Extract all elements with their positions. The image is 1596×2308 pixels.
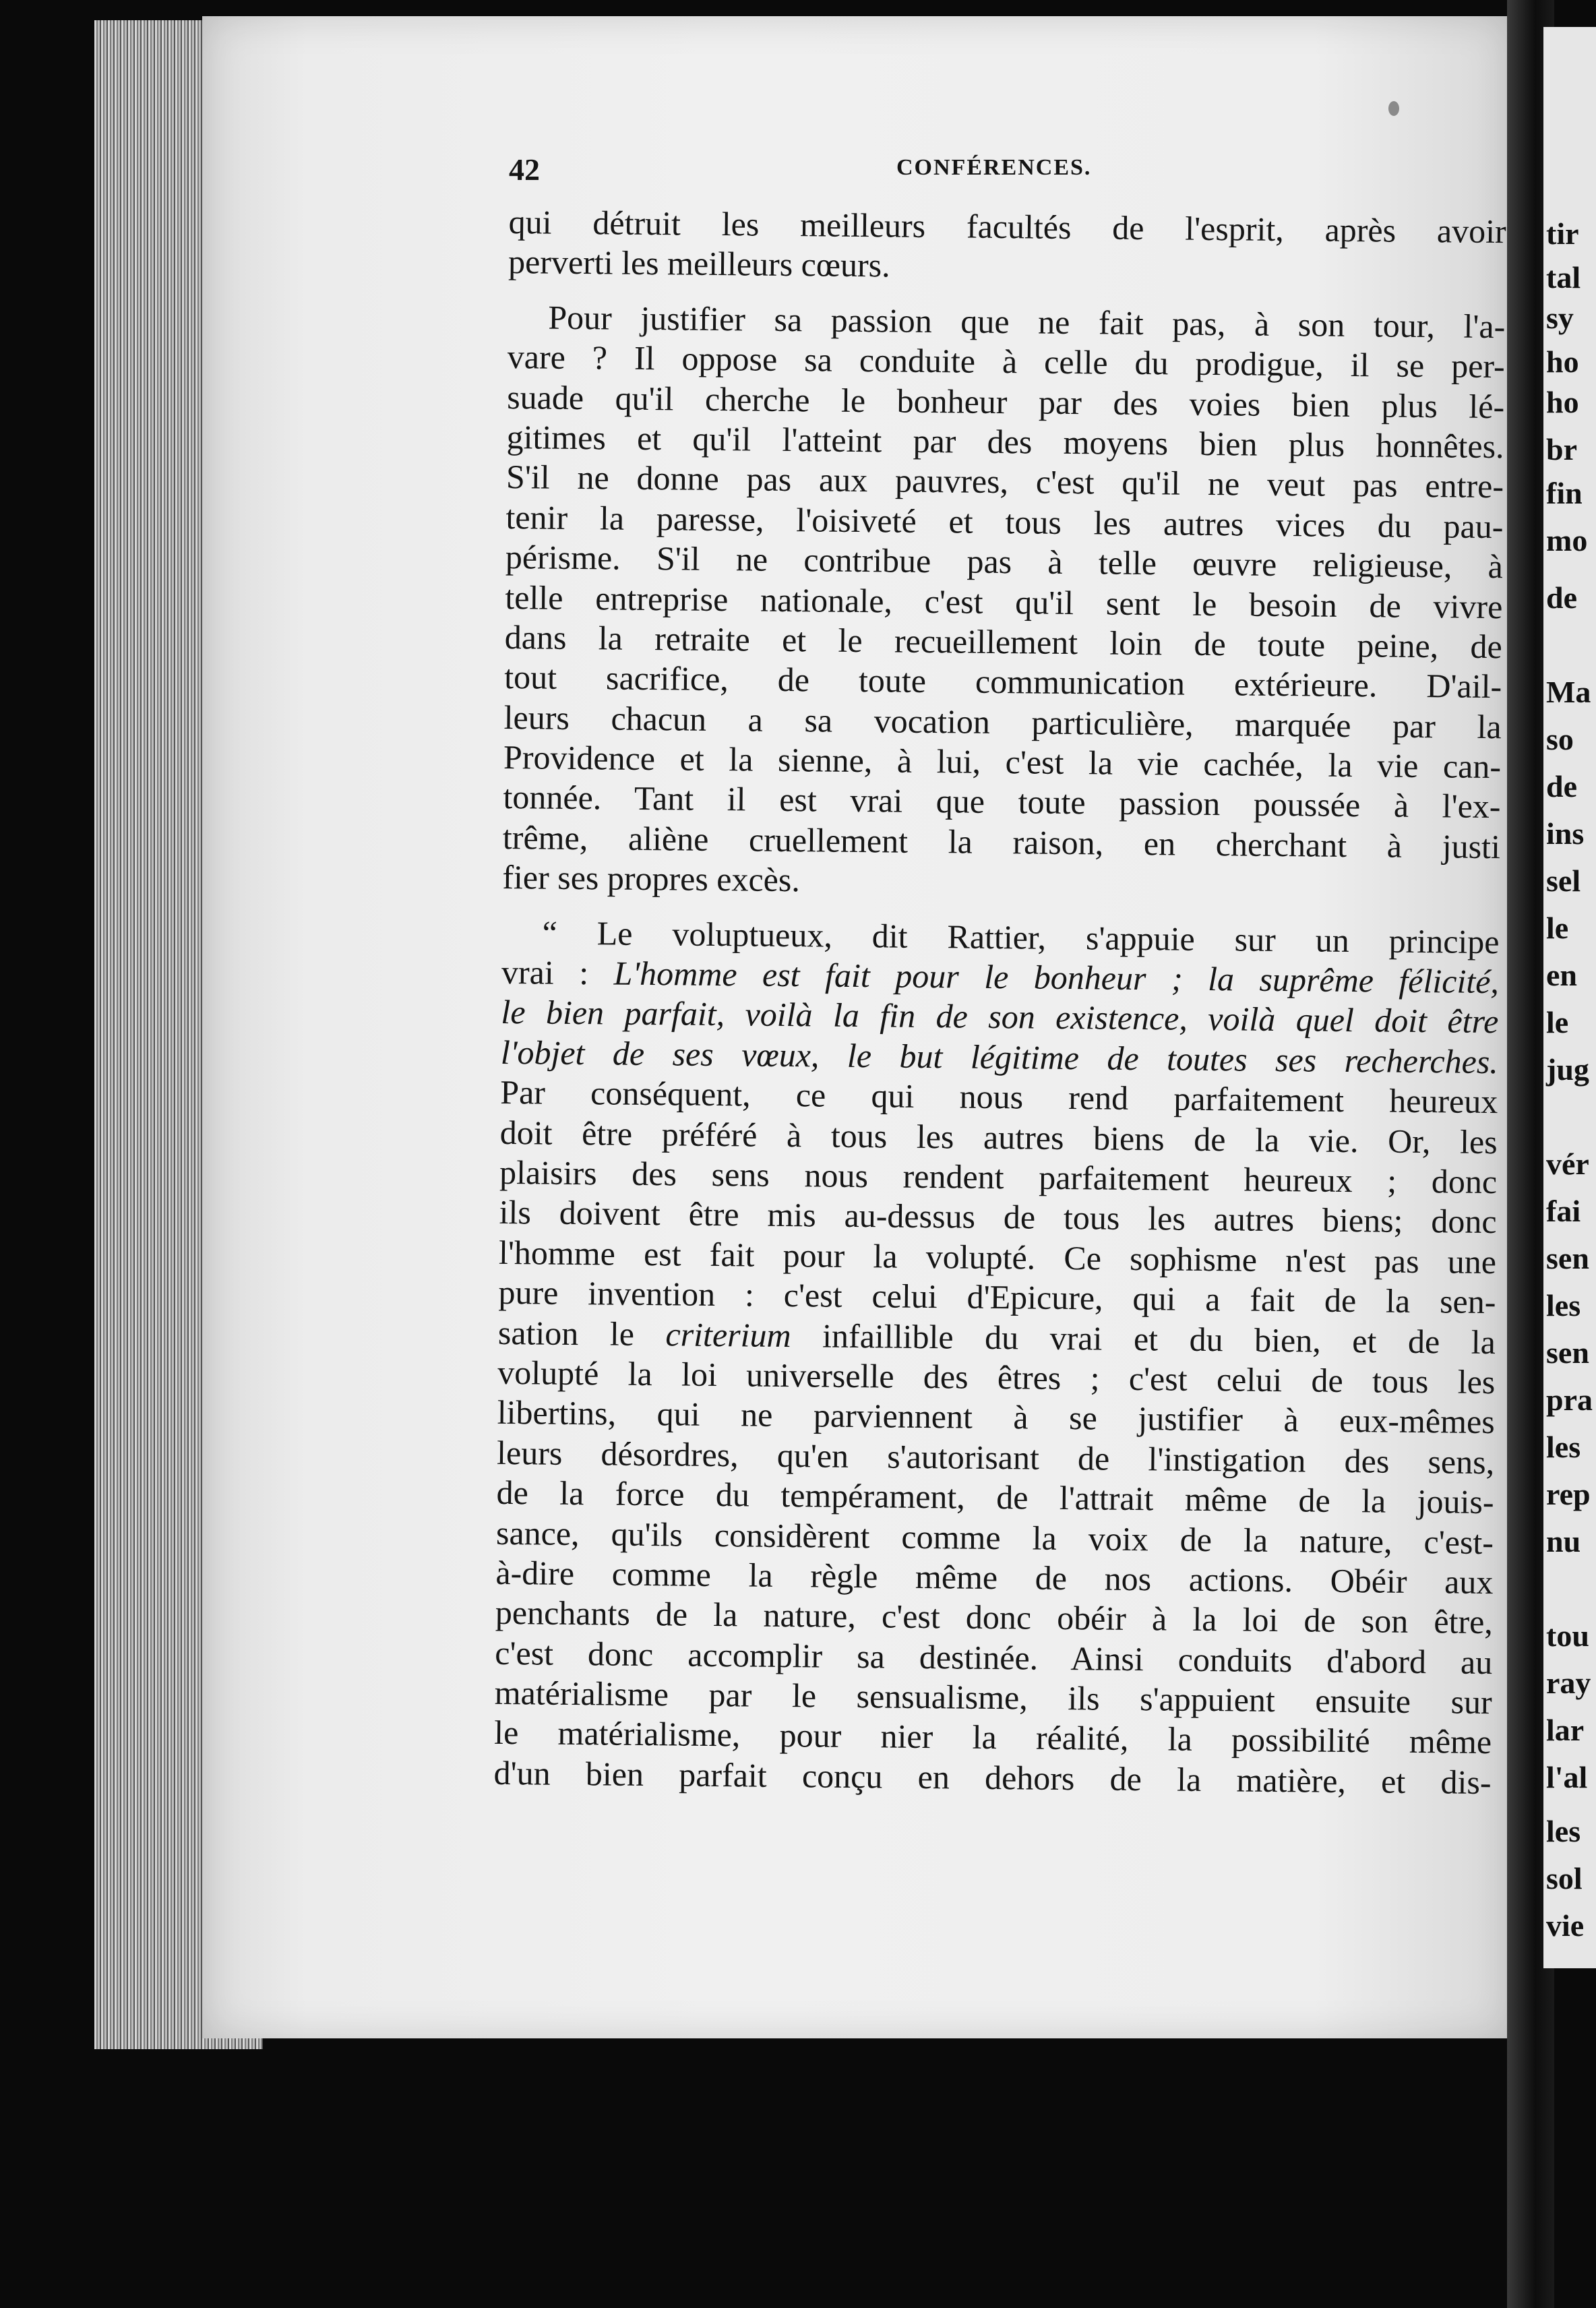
text-line: penchants de la nature, c'est donc obéir à la loi de son être, [495, 1593, 1494, 1641]
text-line: dans la retraite et le recueillement loin de toute peine, de [504, 617, 1503, 666]
text-line: qui détruit les meilleurs facultés de l'esprit, après avoir [508, 202, 1506, 251]
text-line: suade qu'il cherche le bonheur par des voies bien plus lé- [506, 377, 1505, 425]
facing-page-fragment: de [1546, 769, 1577, 803]
text-run: infaillible du vrai et du bien, et de la [791, 1316, 1496, 1361]
facing-page-fragment: sen [1546, 1241, 1589, 1275]
text-run: vrai : [501, 952, 614, 992]
text-line: ils doivent être mis au-dessus de tous les autres biens; donc [499, 1193, 1497, 1241]
facing-page-fragment: nu [1546, 1524, 1581, 1558]
facing-page-fragment: le [1546, 911, 1569, 945]
italic-run: criterium [665, 1314, 791, 1354]
text-line: fier ses propres excès. [502, 858, 801, 899]
facing-page-fragment: fin [1546, 476, 1583, 510]
facing-page-fragment: le [1546, 1005, 1569, 1039]
facing-page-fragment: fai [1546, 1194, 1581, 1228]
text-line: perverti les meilleurs cœurs. [508, 243, 890, 284]
facing-page-fragment: ray [1546, 1666, 1591, 1700]
italic-run: l'objet de ses vœux, le but légitime de toutes ses recherches. [500, 1033, 1499, 1081]
text-line: volupté la loi universelle des êtres ; c'est celui de tous les [497, 1353, 1496, 1401]
text-line: leurs désordres, qu'en s'autorisant de l'instigation des sens, [496, 1433, 1495, 1481]
facing-page-fragment: ho [1546, 344, 1579, 379]
text-line: S'il ne donne pas aux pauvres, c'est qu'il ne veut pas entre- [505, 458, 1504, 506]
italic-run: le bien parfait, voilà la fin de son existence, voilà quel doit être [501, 993, 1499, 1041]
facing-page-fragment: pra [1546, 1383, 1593, 1417]
text-line: telle entreprise nationale, c'est qu'il sent le besoin de vivre [505, 578, 1503, 626]
facing-page-fragment: ins [1546, 816, 1585, 851]
text-line: tenir la paresse, l'oisiveté et tous les autres vices du pau- [505, 497, 1504, 545]
text-line: libertins, qui ne parviennent à se justifier à eux-mêmes [497, 1393, 1495, 1441]
facing-page-fragment: lar [1546, 1713, 1585, 1747]
facing-page-fragment: rep [1546, 1477, 1591, 1511]
facing-page-fragment: tir [1546, 216, 1579, 251]
facing-page-fragment: l'al [1546, 1760, 1588, 1794]
facing-page-fragment: mo [1546, 523, 1588, 557]
facing-page-fragment: sel [1546, 863, 1581, 898]
facing-page-fragment: sol [1546, 1861, 1583, 1895]
facing-page-fragment: sen [1546, 1335, 1589, 1370]
facing-page-fragment: de [1546, 580, 1577, 615]
text-line: leurs chacun a sa vocation particulière, marquée par la [503, 698, 1502, 746]
ink-spot [1388, 101, 1399, 116]
facing-page-fragment: les [1546, 1814, 1581, 1848]
body-text [493, 202, 1506, 1802]
facing-page-fragment: vér [1546, 1147, 1589, 1181]
text-line: vare ? Il oppose sa conduite à celle du prodigue, il se per- [507, 338, 1506, 386]
text-line: à-dire comme la règle même de nos actions. Obéir aux [495, 1553, 1494, 1602]
text-line: pure invention : c'est celui d'Epicure, qui a fait de la sen- [498, 1273, 1496, 1321]
text-line: gitimes et qu'il l'atteint par des moyens bien plus honnêtes. [506, 417, 1504, 466]
facing-page-fragment: sy [1546, 301, 1574, 335]
text-line: le matérialisme, pour nier la réalité, la possibilité même [493, 1713, 1492, 1761]
facing-page-fragment: les [1546, 1288, 1581, 1323]
text-line: doit être préféré à tous les autres biens de la vie. Or, les [499, 1113, 1498, 1161]
facing-page-fragment: tal [1546, 260, 1581, 295]
facing-page-fragment: ho [1546, 385, 1579, 419]
facing-page-fragment: so [1546, 722, 1574, 756]
facing-page-fragment: br [1546, 432, 1577, 466]
text-line: de la force du tempérament, de l'attrait même de la jouis- [496, 1474, 1494, 1521]
facing-page-fragment: jug [1546, 1052, 1589, 1087]
text-line: d'un bien parfait conçu en dehors de la matière, et dis- [493, 1753, 1492, 1801]
text-line: Par conséquent, ce qui nous rend parfaitement heureux [500, 1073, 1498, 1121]
running-head: CONFÉRENCES. [896, 155, 1092, 180]
facing-page-fragment: vie [1546, 1908, 1585, 1943]
text-line: Providence et la sienne, à lui, c'est la vie cachée, la vie can- [503, 738, 1502, 786]
text-line: c'est donc accomplir sa destinée. Ainsi conduits d'abord au [495, 1633, 1493, 1681]
text-line: l'homme est fait pour la volupté. Ce sophisme n'est pas une [498, 1233, 1497, 1281]
text-line: tout sacrifice, de toute communication extérieure. D'ail- [503, 658, 1502, 706]
text-line: “ Le voluptueux, dit Rattier, s'appuie sur un principe [542, 913, 1500, 961]
text-line: Pour justifier sa passion que ne fait pas, à son tour, l'a- [548, 298, 1506, 345]
text-line: tonnée. Tant il est vrai que toute passion poussée à l'ex- [503, 778, 1501, 826]
facing-page-fragment: Ma [1546, 675, 1591, 709]
text-run: sation le [497, 1313, 666, 1353]
facing-page-fragment: les [1546, 1430, 1581, 1464]
text-line: périsme. S'il ne contribue pas à telle œuvre religieuse, à [505, 538, 1504, 586]
text-line: sance, qu'ils considèrent comme la voix de la nature, c'est- [495, 1513, 1494, 1561]
page-number: 42 [509, 152, 540, 187]
text-line: trême, aliène cruellement la raison, en cherchant à justi [502, 818, 1501, 866]
facing-page-edge [1543, 27, 1596, 1968]
facing-page-fragment: en [1546, 958, 1577, 992]
text-line: matérialisme par le sensualisme, ils s'appuient ensuite sur [494, 1673, 1492, 1722]
text-line: plaisirs des sens nous rendent parfaitement heureux ; donc [499, 1153, 1498, 1201]
italic-run: L'homme est fait pour le bonheur ; la suprême félicité, [613, 954, 1500, 1001]
facing-page-fragment: tou [1546, 1618, 1589, 1653]
